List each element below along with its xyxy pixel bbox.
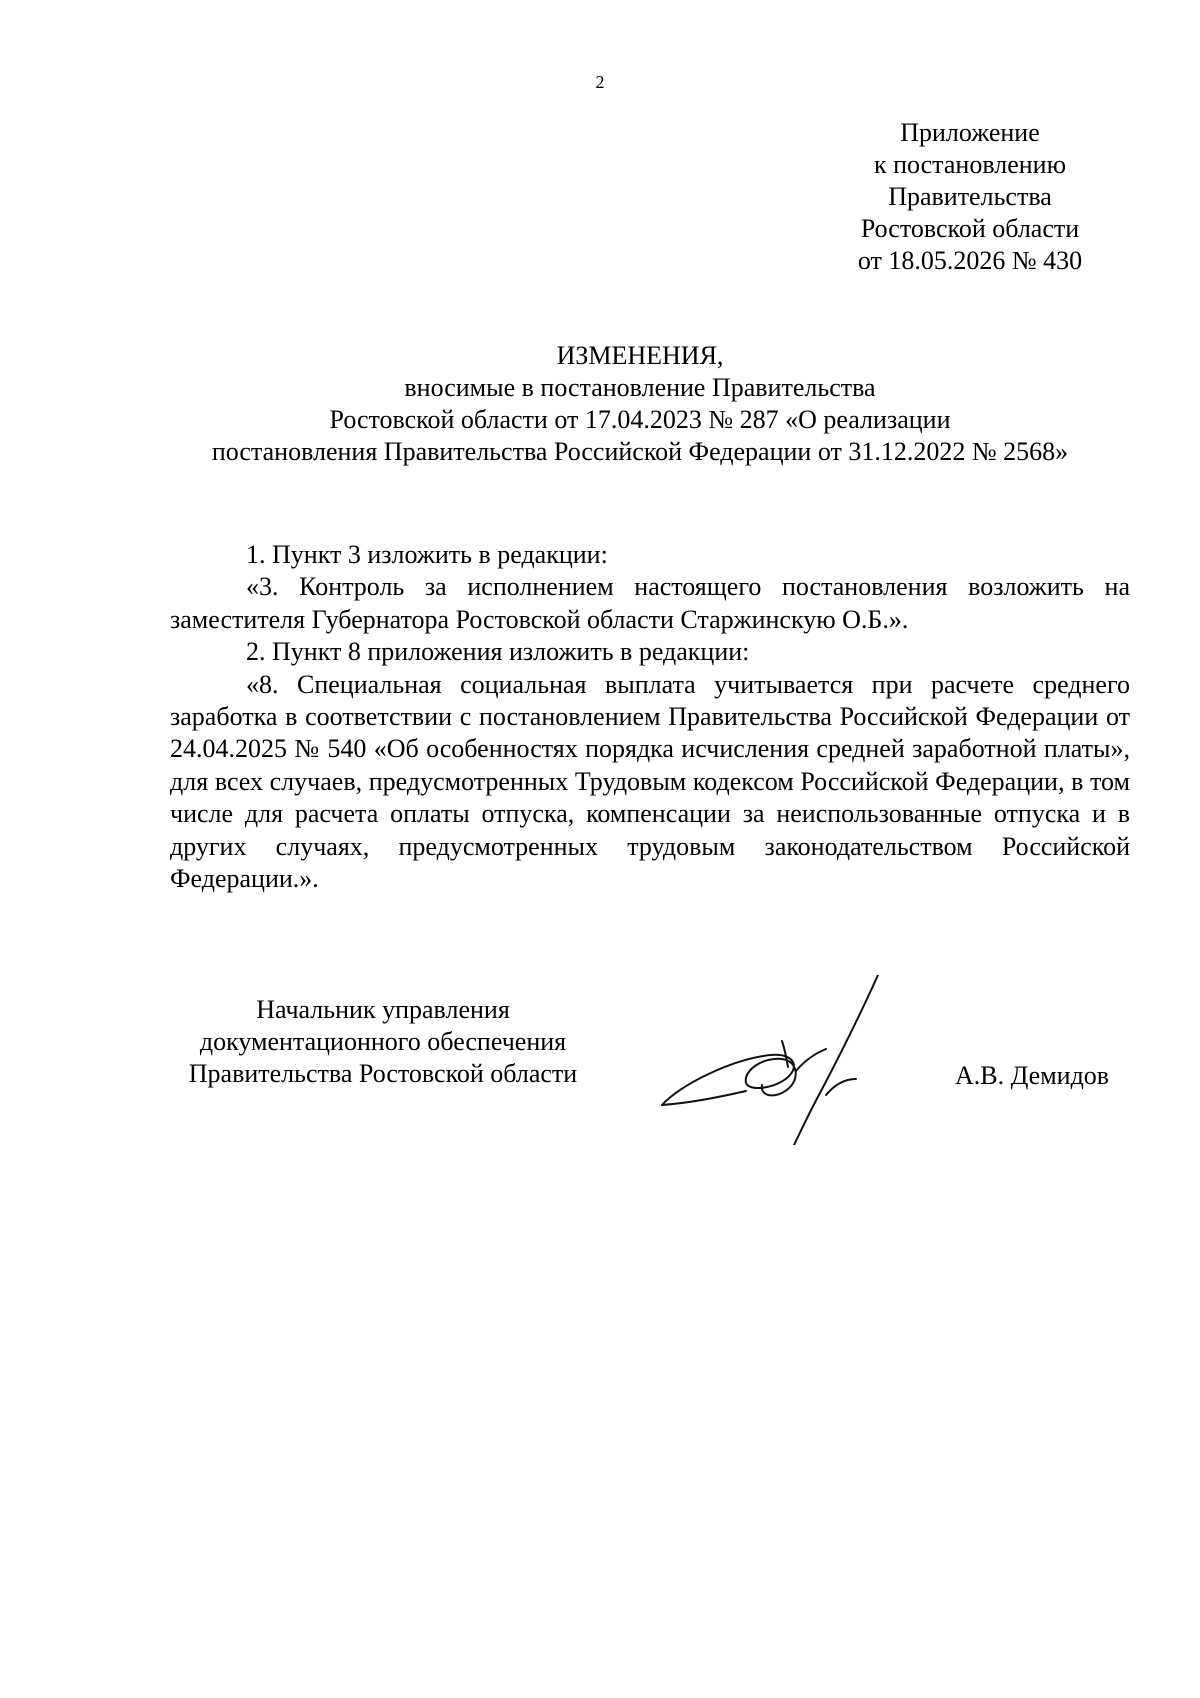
signatory-position: [168, 994, 598, 1090]
signer-name: А.В. Демидов: [955, 1061, 1110, 1090]
title-line: Ростовской области от 17.04.2023 № 287 «О реализации: [329, 405, 951, 434]
page-number: 2: [595, 72, 605, 92]
paragraph-item-2: 2. Пункт 8 приложения изложить в редакции:: [246, 637, 750, 667]
appendix-line: Приложение: [900, 118, 1040, 147]
handwritten-signature: [650, 975, 930, 1145]
document-title: [150, 340, 1130, 468]
position-line: Правительства Ростовской области: [188, 1059, 578, 1088]
appendix-line: Ростовской области: [860, 214, 1080, 243]
paragraph-clause-8: «8. Специальная социальная выплата учитывается при расчете среднего заработка в соответствии с постановлением Правительства Российской Федерации от 24.04.2025 № 540 «Об особенностях порядка исчисления средней заработной платы», для всех случаев, предусмотренных Трудовым кодексом Российской Федерации, в том числе для расчета оплаты отпуска, компенсации за неиспользованные отпуска и в других случаях, предусмотренных трудовым законодательством Российской Федерации.».: [170, 669, 1130, 894]
paragraph-clause-3: «3. Контроль за исполнением настоящего постановления возложить на заместителя Губернатора Ростовской области Старжинскую О.Б.».: [170, 572, 1130, 634]
appendix-header: [800, 117, 1140, 277]
appendix-line: к постановлению: [873, 150, 1067, 179]
position-line: документационного обеспечения: [199, 1027, 567, 1056]
document-body: [170, 539, 1130, 895]
appendix-date-number: от 18.05.2026 № 430: [857, 246, 1083, 275]
position-line: Начальник управления: [256, 995, 510, 1024]
appendix-line: Правительства: [888, 182, 1052, 211]
title-heading: ИЗМЕНЕНИЯ,: [556, 341, 724, 370]
paragraph-item-1: 1. Пункт 3 изложить в редакции:: [246, 540, 608, 569]
title-line: вносимые в постановление Правительства: [404, 373, 876, 402]
title-line: постановления Правительства Российской Федерации от 31.12.2022 № 2568»: [211, 437, 1069, 466]
